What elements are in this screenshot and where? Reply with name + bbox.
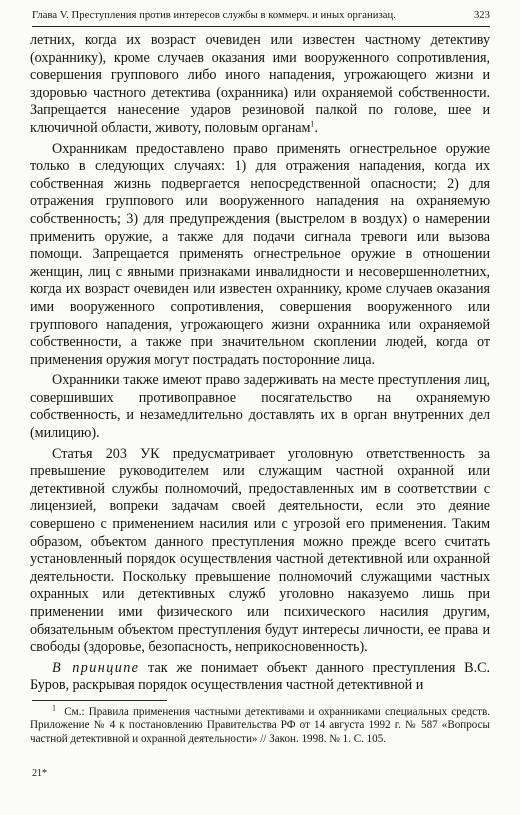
footnote-reference: 1 — [310, 119, 315, 129]
footnote — [30, 703, 490, 746]
footnote-divider — [32, 700, 167, 701]
chapter-title: Глава V. Преступления против интересов службы в коммерч. и иных организац. — [32, 10, 396, 21]
signature-mark: 21* — [32, 768, 47, 779]
paragraph-article-203: Статья 203 УК предусматривает уголовную ответственность за превышение руководителем или служащим частной охранной или детективной службы полномочий, предоставленных им в соответствии с лицензией, вопреки задачам своей деятельности, если это деяние совершено с применением насилия или с угрозой его применения. Таким образом, объектом данного преступления можно прежде всего считать установленный порядок осуществления частной детективной или охранной деятельности. Поскольку превышение полномочий служащими частных охранных или детективных служб уголовно наказуемо лишь при применении ими физического или психического насилия другим, обязательным объектом преступления будут интересы личности, ее права и свободы (здоровье, безопасность, неприкосновенность). — [30, 445, 490, 656]
footnote-number: 1 — [52, 703, 56, 713]
paragraph-continued: летних, когда их возраст очевиден или известен частному детективу (охраннику), кроме случаев оказания ими вооруженного сопротивления, совершения группового либо иного нападения, угрожающего жизни и здоровью частного детектива (охранника) или охраняемой собственности. Запрещается нанесение ударов резиновой палкой по голове, шее и ключичной области, животу, половым органам$^1$. — [30, 32, 490, 136]
running-header — [32, 10, 490, 27]
paragraph-detention: Охранники также имеют право задерживать на месте преступления лиц, совершивших противоправное посягательство на охраняемую собственность, и незамедлительно доставлять их в орган внутренних дел (милицию). — [30, 372, 490, 442]
paragraph-burov: В принципе так же понимает объект данного преступления В.С. Буров, раскрывая порядок осуществления частной детективной и — [30, 659, 490, 694]
paragraph-firearms: Охранникам предоставлено право применять огнестрельное оружие только в следующих случаях: 1) для отражения нападения, когда их собственная жизнь подвергается непосредственной опасности; 2) для отражения группового или вооруженного нападения на охраняемую собственность; 3) для предупреждения (выстрелом в воздух) о намерении применить оружие, а также для подачи сигнала тревоги или вызова помощи. Запрещается применять огнестрельное оружие в отношении женщин, лиц с явными признаками инвалидности и несовершеннолетних, когда их возраст очевиден или известен охраннику, кроме случаев оказания ими вооруженного сопротивления, совершения вооруженного или группового нападения, угрожающего жизни охранника или охраняемой собственности, а также при значительном скоплении людей, когда от применения оружия могут пострадать посторонние лица. — [30, 140, 490, 368]
footnote-text: См.: Правила применения частными детективами и охранниками специальных средств. Приложение № 4 к постановлению Правительства РФ от 14 августа 1992 г. № 587 «Вопросы частной детективной и охранной деятельности» // Закон. 1998. № 1. С. 105. — [30, 705, 490, 745]
emphasis-phrase: В принципе — [52, 659, 140, 676]
page-number: 323 — [473, 10, 490, 21]
main-text — [30, 32, 490, 695]
